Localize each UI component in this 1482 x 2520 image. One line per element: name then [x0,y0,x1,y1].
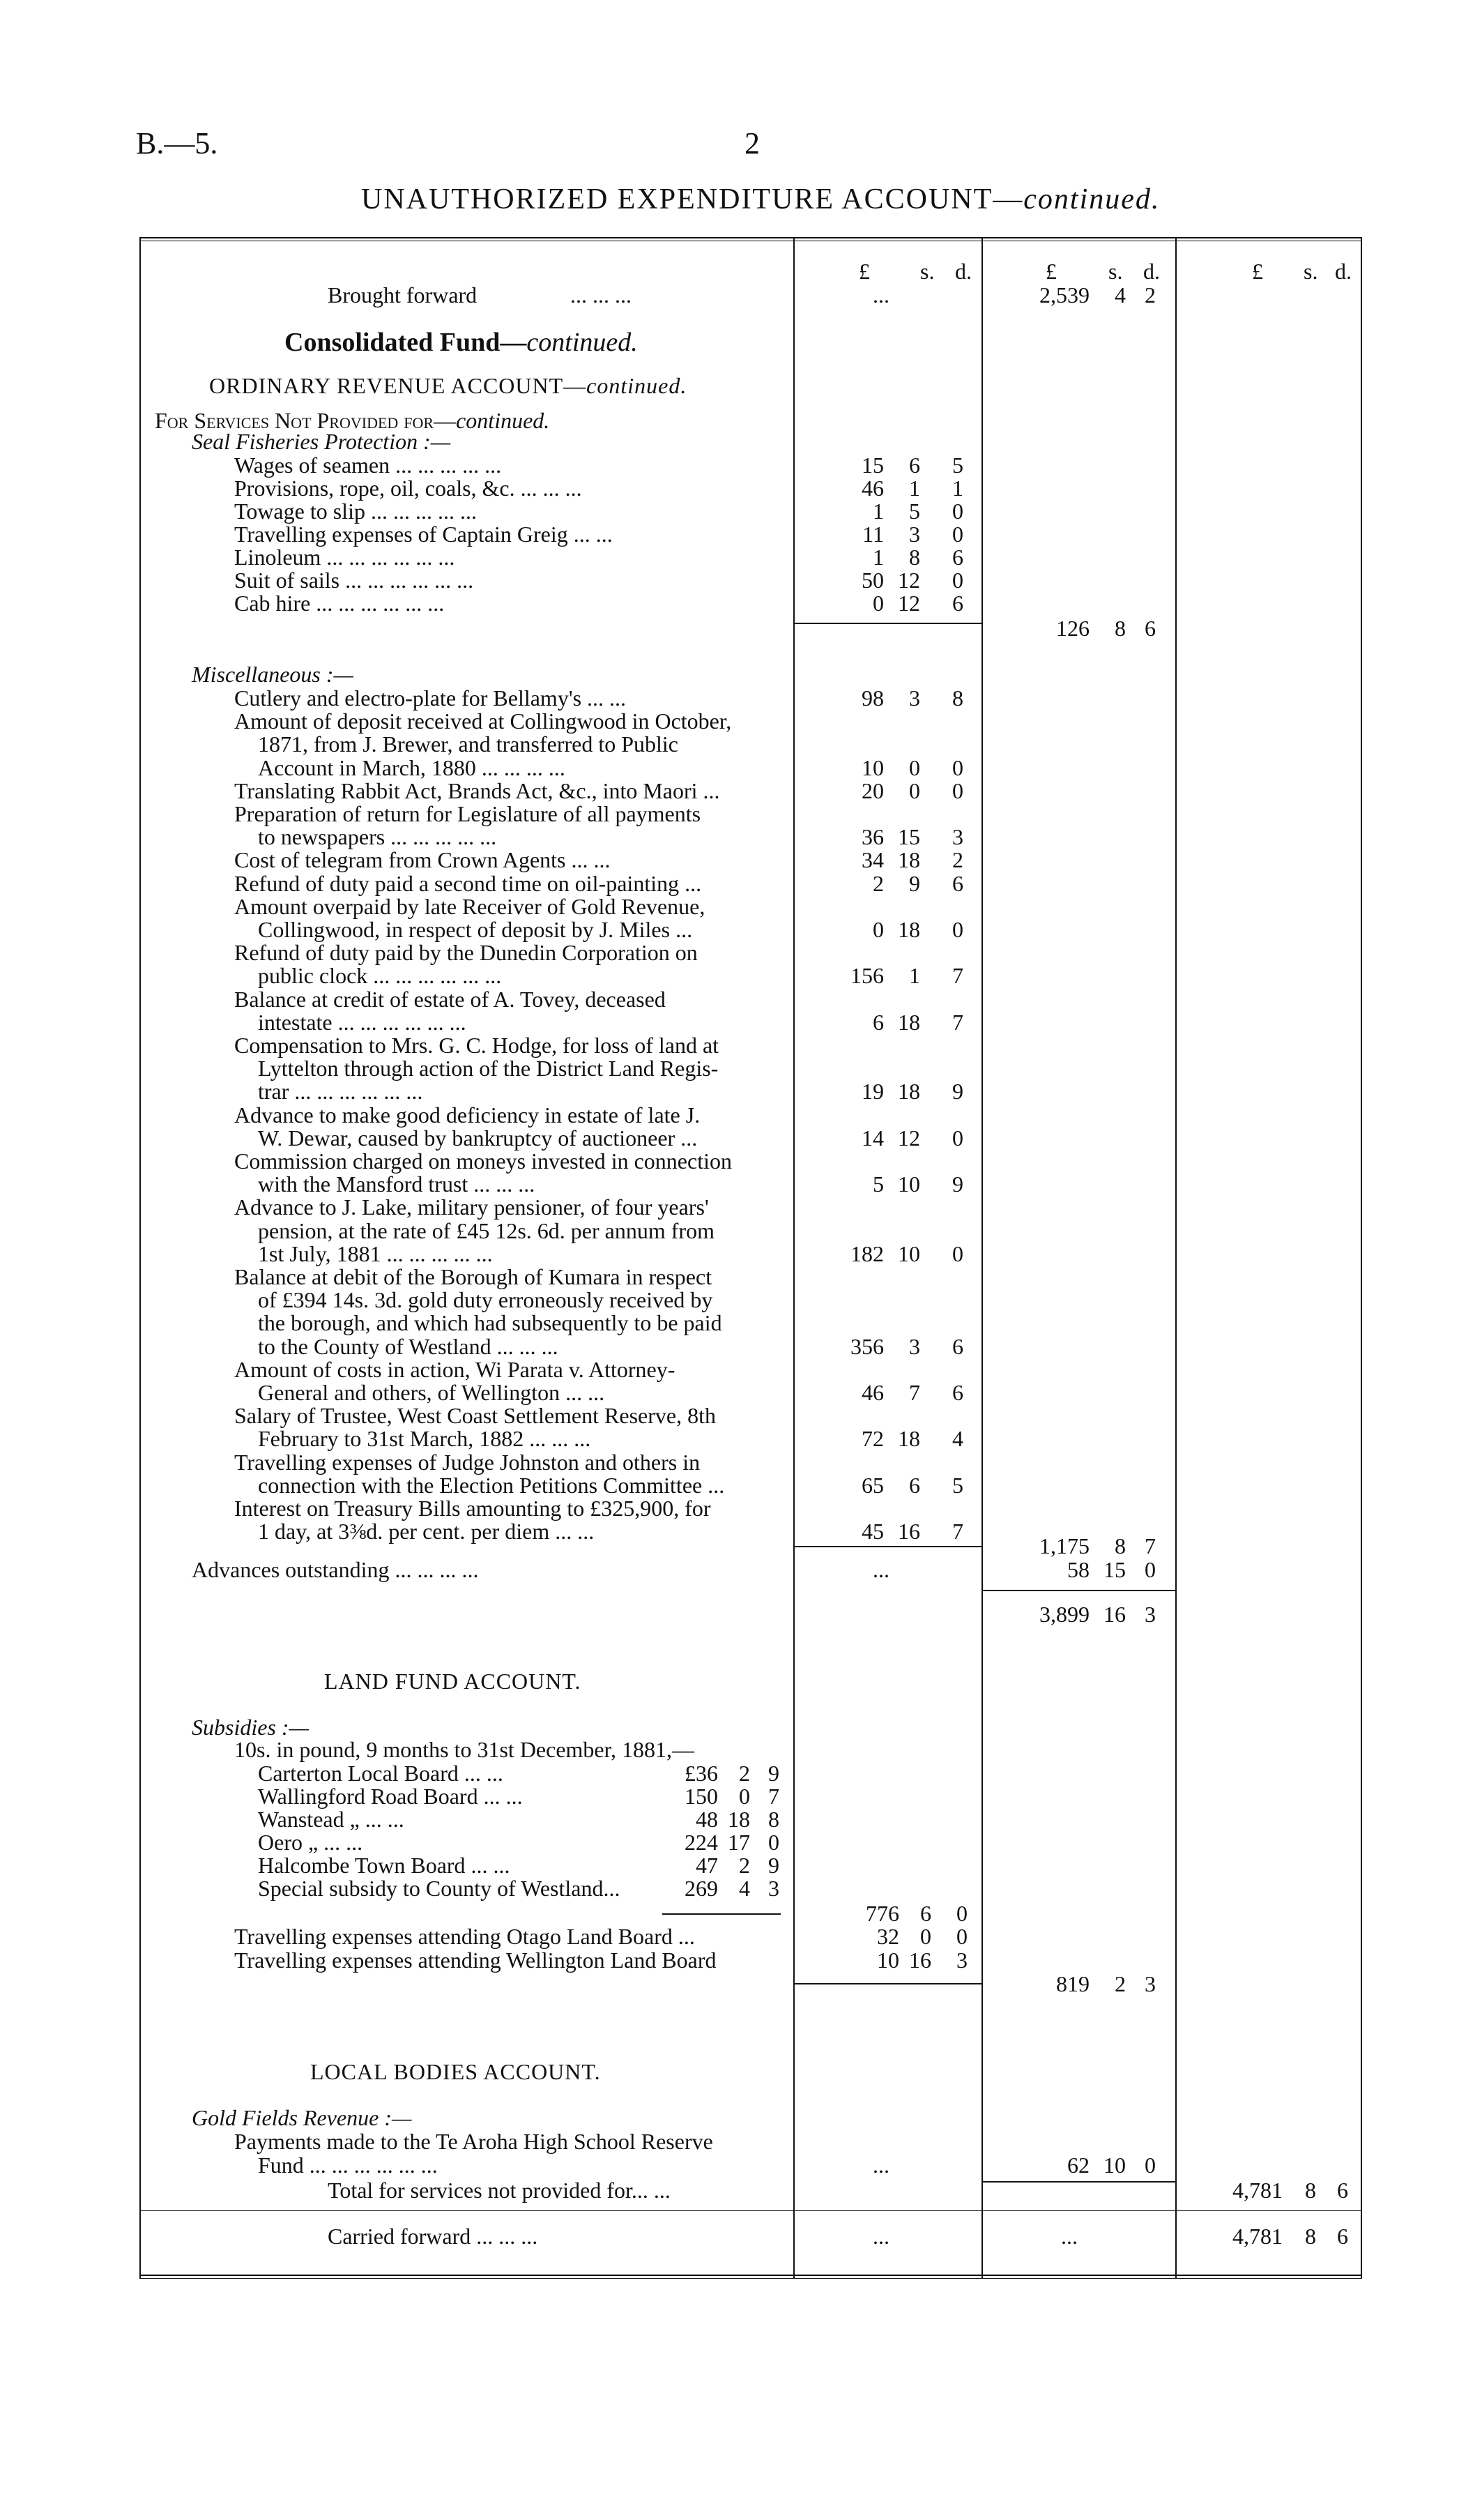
seal-item-label: Suit of sails ... ... ... ... ... ... [234,568,474,593]
table-divider-2 [981,237,983,2279]
col1-pence-header: d. [955,259,972,284]
col3-pence-header: d. [1335,259,1352,284]
col2-pounds-header: £ [1046,259,1057,284]
misc-item-pounds: 20 [862,778,884,803]
misc-item-shillings: 6 [909,1473,920,1498]
consolidated-fund-main: Consolidated Fund— [284,328,527,357]
table-right-border [1361,237,1362,2279]
te-aroha-line1: Payments made to the Te Aroha High School Reserve [234,2129,713,2154]
seal-item-shillings: 8 [909,545,920,570]
land-total-pounds: 819 [1056,1971,1090,1996]
misc-item-line: Preparation of return for Legislature of all payments [234,801,701,826]
carried-forward-col1: ... [873,2224,889,2249]
seal-item-pence: 5 [952,453,963,478]
misc-item-pence: 7 [952,1010,963,1035]
misc-item-line: Cost of telegram from Crown Agents ... ... [234,847,611,872]
seal-item-shillings: 1 [909,476,920,501]
misc-item-line: Refund of duty paid by the Dunedin Corporation on [234,940,698,965]
misc-item-shillings: 7 [909,1380,920,1405]
seal-total-pounds: 126 [1056,616,1090,641]
misc-item-shillings: 15 [898,824,920,849]
brought-forward-label: Brought forward [328,282,478,308]
subsidy-board-label: Oero „ ... ... [258,1830,363,1855]
local-sum-rule [981,2181,1175,2183]
misc-item-pence: 6 [952,1334,963,1359]
seal-total-pence: 6 [1145,616,1156,641]
misc-item-line: Amount of deposit received at Collingwood in October, [234,708,732,734]
subsidies-intro: 10s. in pound, 9 months to 31st December, 1881,— [234,1737,694,1762]
subtotal-pence: 3 [1145,1602,1156,1627]
seal-item-pounds: 15 [862,453,884,478]
misc-item-line: to the County of Westland ... ... ... [258,1334,558,1359]
carried-forward-col2: ... [1061,2224,1078,2249]
table-bottom-rule-2 [139,2278,1362,2279]
misc-item-shillings: 0 [909,778,920,803]
seal-total-shillings: 8 [1115,616,1126,641]
seal-item-label: Linoleum ... ... ... ... ... ... [234,545,455,570]
seal-fisheries-sum-rule [793,623,981,624]
ordinary-revenue-heading [209,374,687,397]
seal-item-shillings: 12 [898,591,920,616]
services-main: For Services Not Provided for— [155,408,457,433]
seal-item-pounds: 0 [873,591,884,616]
advances-label: Advances outstanding ... ... ... ... [192,1557,479,1582]
table-divider-3 [1175,237,1177,2279]
misc-item-shillings: 16 [898,1519,920,1544]
misc-item-line: 1st July, 1881 ... ... ... ... ... [258,1241,493,1266]
wellington-pounds: 10 [877,1948,899,1973]
misc-item-shillings: 0 [909,755,920,780]
misc-item-line: intestate ... ... ... ... ... ... [258,1010,466,1035]
gold-fields-heading: Gold Fields Revenue :— [192,2105,412,2130]
total-services-label: Total for services not provided for... ... [328,2178,671,2203]
misc-item-line: Translating Rabbit Act, Brands Act, &c., into Maori ... [234,778,720,803]
misc-item-line: connection with the Election Petitions Committee ... [258,1473,725,1498]
misc-item-pounds: 34 [862,847,884,872]
misc-item-line: Cutlery and electro-plate for Bellamy's ... ... [234,685,627,711]
carried-forward-label: Carried forward ... ... ... [328,2224,538,2249]
subsidy-board-shillings: 17 [728,1830,750,1855]
misc-item-line: Travelling expenses of Judge Johnston and others in [234,1450,701,1475]
misc-item-pounds: 72 [862,1426,884,1451]
subsidy-board-pounds: £36 [685,1761,718,1786]
subsidy-board-label: Carterton Local Board ... ... [258,1761,503,1786]
subsidy-board-label: Wanstead „ ... ... [258,1807,404,1832]
subsidy-board-pence: 8 [768,1807,779,1832]
misc-item-pounds: 5 [873,1171,884,1197]
misc-item-pounds: 356 [850,1334,884,1359]
misc-item-pounds: 182 [850,1241,884,1266]
te-aroha-pence: 0 [1145,2153,1156,2178]
misc-item-shillings: 3 [909,685,920,711]
misc-item-shillings: 18 [898,1010,920,1035]
subsidy-board-pence: 9 [768,1761,779,1786]
misc-item-line: to newspapers ... ... ... ... ... [258,824,497,849]
advances-pounds: 58 [1067,1557,1090,1582]
subsidy-board-shillings: 18 [728,1807,750,1832]
misc-item-shillings: 12 [898,1125,920,1151]
te-aroha-line2: Fund ... ... ... ... ... ... [258,2153,438,2178]
misc-total-pence: 7 [1145,1533,1156,1558]
misc-item-pence: 0 [952,1125,963,1151]
misc-item-line: Salary of Trustee, West Coast Settlement Reserve, 8th [234,1403,716,1428]
subsidy-board-shillings: 4 [739,1876,750,1901]
services-cont: continued. [456,408,550,433]
misc-item-pence: 9 [952,1079,963,1104]
subsidy-sum-rule [662,1913,781,1915]
page-title-continued: continued. [1023,183,1161,215]
advances-shillings: 15 [1103,1557,1126,1582]
misc-item-line: Refund of duty paid a second time on oil-painting ... [234,871,702,896]
misc-item-pounds: 19 [862,1079,884,1104]
carried-forward-shillings: 8 [1305,2224,1316,2249]
misc-item-line: Amount overpaid by late Receiver of Gold Revenue, [234,894,705,919]
subsidy-board-label: Wallingford Road Board ... ... [258,1784,523,1809]
seal-item-pounds: 1 [873,499,884,524]
land-total-shillings: 2 [1115,1971,1126,1996]
otago-pounds: 32 [877,1924,899,1949]
land-fund-heading: LAND FUND ACCOUNT. [324,1669,581,1694]
misc-item-pence: 6 [952,871,963,896]
table-left-border [139,237,141,2279]
subsidies-total-shillings: 6 [920,1901,931,1926]
misc-item-shillings: 18 [898,1426,920,1451]
misc-item-pounds: 2 [873,871,884,896]
otago-label: Travelling expenses attending Otago Land Board ... [234,1924,695,1949]
misc-item-pence: 2 [952,847,963,872]
seal-item-label: Towage to slip ... ... ... ... ... [234,499,477,524]
misc-item-pounds: 98 [862,685,884,711]
misc-item-line: Balance at credit of estate of A. Tovey, deceased [234,987,666,1012]
seal-item-pounds: 11 [862,522,884,547]
seal-item-pence: 6 [952,545,963,570]
misc-item-pence: 0 [952,1241,963,1266]
table-divider-1 [793,237,795,2279]
carried-forward-rule [139,2210,1362,2211]
seal-item-pounds: 1 [873,545,884,570]
misc-item-line: Lyttelton through action of the District Land Regis- [258,1056,719,1081]
ordinary-revenue-cont: continued. [586,373,687,398]
misc-total-shillings: 8 [1115,1533,1126,1558]
misc-item-line: Account in March, 1880 ... ... ... ... [258,755,565,780]
misc-item-line: Advance to J. Lake, military pensioner, of four years' [234,1194,709,1220]
misc-item-line: Advance to make good deficiency in estate of late J. [234,1102,701,1128]
brought-forward-shillings: 4 [1115,282,1126,308]
subsidy-board-pounds: 269 [685,1876,718,1901]
local-bodies-heading: LOCAL BODIES ACCOUNT. [310,2059,601,2084]
seal-item-pence: 0 [952,499,963,524]
brought-forward-pence: 2 [1145,282,1156,308]
subsidy-board-label: Special subsidy to County of Westland... [258,1876,620,1901]
page-number: 2 [744,126,760,160]
misc-item-line: February to 31st March, 1882 ... ... ... [258,1426,591,1451]
subsidy-board-shillings: 2 [739,1853,750,1878]
misc-item-pence: 7 [952,963,963,988]
otago-pence: 0 [956,1924,968,1949]
advances-pence: 0 [1145,1557,1156,1582]
subtotal-shillings: 16 [1103,1602,1126,1627]
misc-item-pence: 0 [952,778,963,803]
seal-item-shillings: 12 [898,568,920,593]
misc-item-line: Collingwood, in respect of deposit by J. Miles ... [258,917,693,942]
seal-item-shillings: 6 [909,453,920,478]
seal-item-pounds: 50 [862,568,884,593]
misc-item-pounds: 156 [850,963,884,988]
misc-total-pounds: 1,175 [1039,1533,1090,1558]
misc-item-pounds: 0 [873,917,884,942]
misc-item-shillings: 10 [898,1171,920,1197]
misc-item-pounds: 14 [862,1125,884,1151]
te-aroha-pounds: 62 [1067,2153,1090,2178]
brought-forward-dots: ... ... ... [570,282,632,308]
seal-item-label: Travelling expenses of Captain Greig ... ... [234,522,613,547]
seal-item-pence: 6 [952,591,963,616]
seal-fisheries-heading: Seal Fisheries Protection :— [192,429,451,454]
misc-item-pence: 0 [952,755,963,780]
subsidy-board-pence: 7 [768,1784,779,1809]
brought-forward-pounds: 2,539 [1039,282,1090,308]
carried-forward-pounds: 4,781 [1232,2224,1283,2249]
misc-item-shillings: 18 [898,847,920,872]
misc-item-shillings: 18 [898,1079,920,1104]
misc-item-line: 1 day, at 3⅜d. per cent. per diem ... ... [258,1519,595,1544]
carried-forward-pence: 6 [1337,2224,1348,2249]
misc-item-pence: 9 [952,1171,963,1197]
misc-item-pounds: 10 [862,755,884,780]
wellington-label: Travelling expenses attending Wellington Land Board [234,1948,717,1973]
seal-item-shillings: 3 [909,522,920,547]
misc-item-line: Balance at debit of the Borough of Kumara in respect [234,1264,712,1289]
wellington-shillings: 16 [909,1948,931,1973]
advances-col1: ... [873,1557,889,1582]
table-top-rule [139,237,1362,238]
misc-item-pence: 8 [952,685,963,711]
misc-item-pence: 0 [952,917,963,942]
misc-item-line: Interest on Treasury Bills amounting to £325,900, for [234,1496,711,1521]
col3-pounds-header: £ [1252,259,1263,284]
subsidies-heading: Subsidies :— [192,1715,309,1740]
misc-item-line: pension, at the rate of £45 12s. 6d. per annum from [258,1218,715,1243]
brought-forward-col1: ... [873,282,889,308]
misc-item-pence: 5 [952,1473,963,1498]
consolidated-fund-cont: continued. [526,328,638,357]
subsidy-board-label: Halcombe Town Board ... ... [258,1853,510,1878]
misc-item-line: trar ... ... ... ... ... ... [258,1079,423,1104]
misc-item-shillings: 9 [909,871,920,896]
misc-item-line: of £394 14s. 3d. gold duty erroneously received by [258,1287,713,1312]
col2-pence-header: d. [1143,259,1160,284]
misc-item-line: Amount of costs in action, Wi Parata v. Attorney- [234,1357,675,1382]
total-services-pounds: 4,781 [1232,2178,1283,2203]
te-aroha-shillings: 10 [1103,2153,1126,2178]
misc-item-line: with the Mansford trust ... ... ... [258,1171,535,1197]
consolidated-fund-heading [284,328,638,357]
misc-item-shillings: 1 [909,963,920,988]
subsidies-total-pounds: 776 [866,1901,899,1926]
seal-item-pounds: 46 [862,476,884,501]
col2-shillings-header: s. [1108,259,1123,284]
seal-item-pence: 0 [952,522,963,547]
seal-item-label: Cab hire ... ... ... ... ... ... [234,591,445,616]
subsidy-board-shillings: 2 [739,1761,750,1786]
subsidy-board-pence: 0 [768,1830,779,1855]
subsidy-board-pence: 9 [768,1853,779,1878]
misc-item-shillings: 18 [898,917,920,942]
misc-item-pence: 3 [952,824,963,849]
misc-item-line: General and others, of Wellington ... ... [258,1380,605,1405]
col1-shillings-header: s. [920,259,935,284]
subsidy-board-pounds: 224 [685,1830,718,1855]
document-reference: B.—5. [136,126,218,160]
misc-item-line: the borough, and which had subsequently to be paid [258,1310,722,1335]
subsidy-board-pence: 3 [768,1876,779,1901]
total-services-shillings: 8 [1305,2178,1316,2203]
seal-item-label: Wages of seamen ... ... ... ... ... [234,453,502,478]
miscellaneous-heading: Miscellaneous :— [192,662,353,687]
misc-item-shillings: 3 [909,1334,920,1359]
misc-item-line: Commission charged on moneys invested in connection [234,1148,732,1174]
table-bottom-rule [139,2275,1362,2276]
misc-item-shillings: 10 [898,1241,920,1266]
misc-sum-rule [793,1546,981,1547]
land-total-pence: 3 [1145,1971,1156,1996]
misc-item-pounds: 65 [862,1473,884,1498]
seal-item-pence: 0 [952,568,963,593]
misc-item-pounds: 45 [862,1519,884,1544]
subsidy-board-pounds: 47 [696,1853,718,1878]
subsidy-board-pounds: 150 [685,1784,718,1809]
misc-item-pence: 7 [952,1519,963,1544]
misc-item-line: public clock ... ... ... ... ... ... [258,963,502,988]
misc-item-pounds: 6 [873,1010,884,1035]
misc-item-pence: 6 [952,1380,963,1405]
subsidy-board-pounds: 48 [696,1807,718,1832]
misc-item-line: W. Dewar, caused by bankruptcy of auctioneer ... [258,1125,698,1151]
seal-item-shillings: 5 [909,499,920,524]
ordinary-revenue-main: ORDINARY REVENUE ACCOUNT— [209,373,587,398]
otago-shillings: 0 [920,1924,931,1949]
misc-item-pounds: 46 [862,1380,884,1405]
seal-item-label: Provisions, rope, oil, coals, &c. ... ... ... [234,476,582,501]
page-title-main: UNAUTHORIZED EXPENDITURE ACCOUNT— [361,183,1024,215]
page-title [361,183,1160,216]
misc-item-line: 1871, from J. Brewer, and transferred to Public [258,731,678,757]
subtotal-rule [981,1590,1175,1591]
misc-item-pence: 4 [952,1426,963,1451]
land-sum-rule [793,1983,981,1984]
subsidy-board-shillings: 0 [739,1784,750,1809]
misc-item-line: Compensation to Mrs. G. C. Hodge, for loss of land at [234,1033,719,1058]
col1-pounds-header: £ [859,259,870,284]
wellington-pence: 3 [956,1948,968,1973]
col3-shillings-header: s. [1304,259,1318,284]
subtotal-pounds: 3,899 [1039,1602,1090,1627]
misc-item-pounds: 36 [862,824,884,849]
subsidies-total-pence: 0 [956,1901,968,1926]
te-aroha-col1: ... [873,2153,889,2178]
total-services-pence: 6 [1337,2178,1348,2203]
seal-item-pence: 1 [952,476,963,501]
